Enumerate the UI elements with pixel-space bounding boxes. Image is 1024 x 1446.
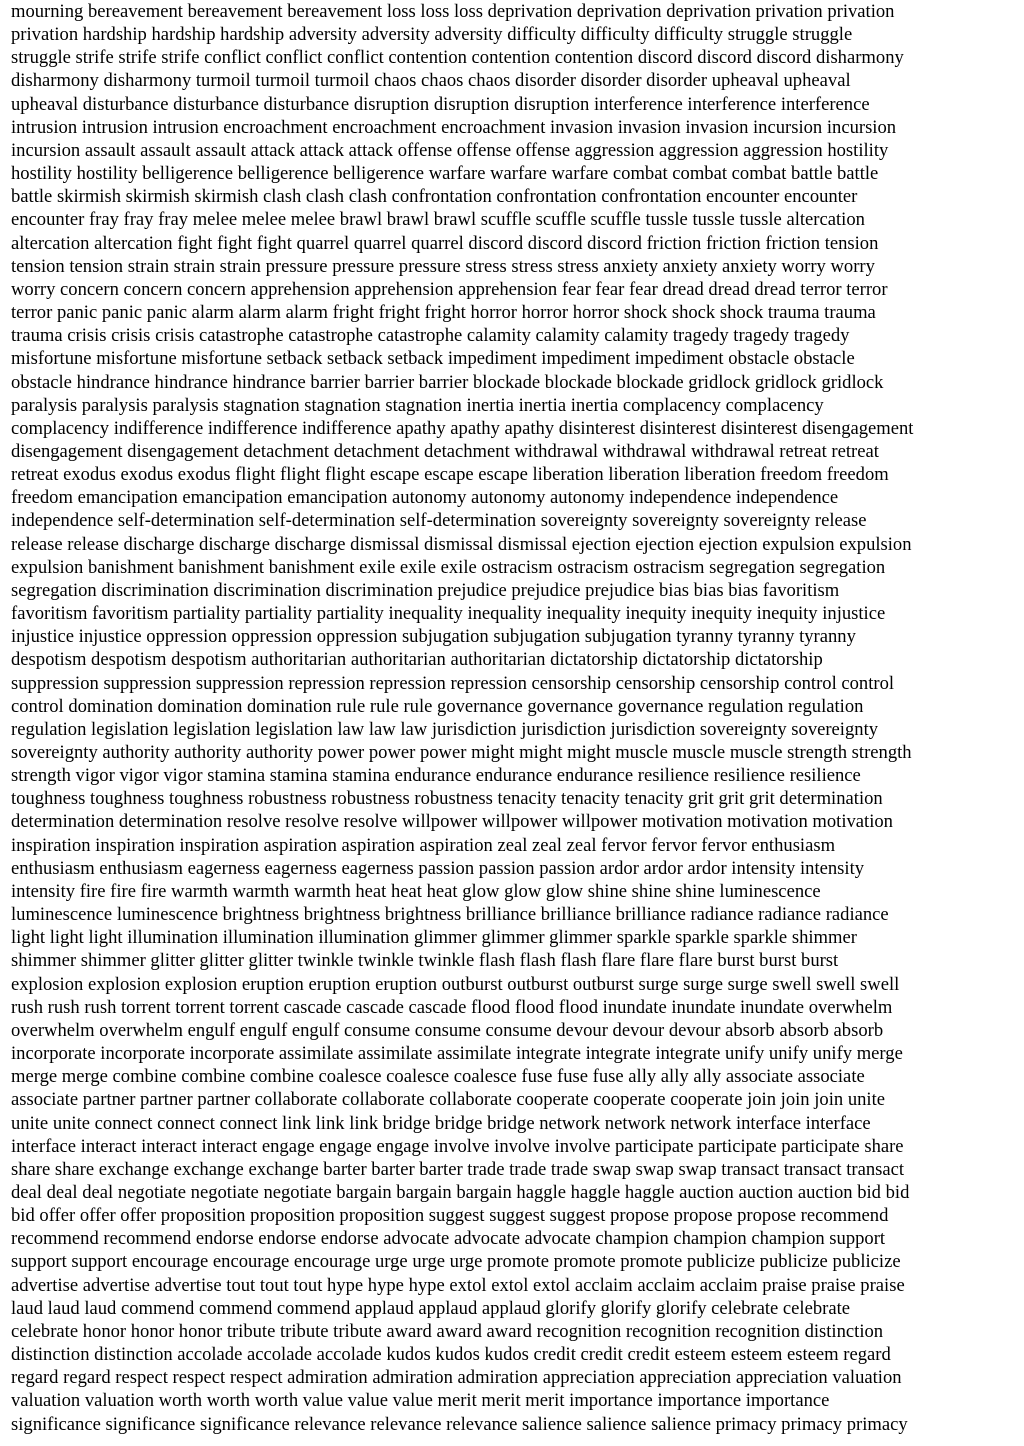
text-line: merge merge combine combine combine coalesce coalesce coalesce fuse fuse fuse ally ally ally associate associate bbox=[11, 1066, 865, 1088]
text-line: mourning bereavement bereavement bereavement loss loss loss deprivation deprivation deprivation privation privation bbox=[11, 1, 895, 22]
text-line: laud laud laud commend commend commend applaud applaud applaud glorify glorify glorify celebrate celebrate bbox=[11, 1297, 850, 1319]
text-line: valuation valuation worth worth worth value value value merit merit merit importance importance importance bbox=[11, 1390, 830, 1412]
text-line: associate partner partner partner collaborate collaborate collaborate cooperate cooperate cooperate join join join unite bbox=[11, 1089, 885, 1111]
text-line: suppression suppression suppression repression repression repression censorship censorship censorship control control bbox=[11, 672, 895, 694]
text-line: intrusion intrusion intrusion encroachment encroachment encroachment invasion invasion invasion incursion incursion bbox=[11, 116, 897, 138]
text-line: shimmer shimmer glitter glitter glitter twinkle twinkle twinkle flash flash flash flare flare flare burst burst burst bbox=[11, 950, 839, 972]
text-line: enthusiasm enthusiasm eagerness eagerness eagerness passion passion passion ardor ardor ardor intensity intensity bbox=[11, 857, 865, 879]
text-line: independence self-determination self-determination self-determination sovereignty sovereignty sovereignty release bbox=[11, 510, 867, 532]
text-line: privation hardship hardship hardship adversity adversity adversity difficulty difficulty difficulty struggle struggle bbox=[11, 24, 853, 46]
text-line: battle skirmish skirmish skirmish clash clash clash confrontation confrontation confrontation encounter encounter bbox=[11, 186, 858, 208]
text-line: upheaval disturbance disturbance disturbance disruption disruption disruption interference interference interference bbox=[11, 93, 870, 115]
text-line: segregation discrimination discrimination discrimination prejudice prejudice prejudice bias bias bias favoritism bbox=[11, 579, 840, 601]
text-line: struggle strife strife strife conflict conflict conflict contention contention contention discord discord discord disharmony bbox=[11, 47, 904, 69]
text-line: strength vigor vigor vigor stamina stamina stamina endurance endurance endurance resilience resilience resilience bbox=[11, 765, 861, 787]
text-line: disengagement disengagement detachment detachment detachment withdrawal withdrawal withdrawal retreat retreat bbox=[11, 440, 879, 462]
text-line: trauma crisis crisis crisis catastrophe catastrophe catastrophe calamity calamity calamity tragedy tragedy tragedy bbox=[11, 325, 850, 347]
text-line: interface interact interact interact engage engage engage involve involve involve participate participate participate share bbox=[11, 1135, 904, 1157]
text-line: recommend recommend endorse endorse endorse advocate advocate advocate champion champion champion support bbox=[11, 1228, 886, 1250]
text-line: luminescence luminescence brightness brightness brightness brilliance brilliance brilliance radiance radiance radiance bbox=[11, 904, 889, 926]
text-line: overwhelm overwhelm engulf engulf engulf consume consume consume devour devour devour absorb absorb absorb bbox=[11, 1019, 884, 1041]
text-line: distinction distinction accolade accolade accolade kudos kudos kudos credit credit credit esteem esteem esteem regard bbox=[11, 1344, 891, 1366]
text-line: injustice injustice oppression oppression oppression subjugation subjugation subjugation tyranny tyranny tyranny bbox=[11, 626, 856, 648]
text-line: control domination domination domination rule rule rule governance governance governance regulation regulation bbox=[11, 695, 864, 717]
text-line: light light light illumination illumination illumination glimmer glimmer glimmer sparkle sparkle sparkle shimmer bbox=[11, 927, 857, 949]
text-line: favoritism favoritism partiality partiality partiality inequality inequality inequality inequity inequity inequity injustice bbox=[11, 603, 886, 625]
text-line: sovereignty authority authority authority power power power might might might muscle muscle muscle strength strength bbox=[11, 742, 912, 763]
text-line: determination determination resolve resolve resolve willpower willpower willpower motivation motivation motivation bbox=[11, 811, 893, 833]
text-line: freedom emancipation emancipation emancipation autonomy autonomy autonomy independence independence bbox=[11, 487, 839, 509]
text-line: expulsion banishment banishment banishment exile exile exile ostracism ostracism ostracism segregation segregation bbox=[11, 556, 886, 578]
text-line: inspiration inspiration inspiration aspiration aspiration aspiration zeal zeal zeal fervor fervor fervor enthusiasm bbox=[11, 834, 836, 856]
text-line: unite unite connect connect connect link link link bridge bridge bridge network network network interface interface bbox=[11, 1112, 871, 1134]
text-line: terror panic panic panic alarm alarm alarm fright fright fright horror horror horror shock shock shock trauma trauma bbox=[11, 302, 876, 324]
text-line: altercation altercation fight fight fight quarrel quarrel quarrel discord discord discord friction friction friction tension bbox=[11, 232, 879, 254]
text-line: disharmony disharmony turmoil turmoil turmoil chaos chaos chaos disorder disorder disorder upheaval upheaval bbox=[11, 70, 851, 92]
text-line: release release discharge discharge discharge dismissal dismissal dismissal ejection ejection ejection expulsion expulsion bbox=[11, 533, 912, 555]
text-line: tension tension strain strain strain pressure pressure pressure stress stress stress anxiety anxiety anxiety worry worry bbox=[11, 255, 875, 277]
text-line: bid offer offer offer proposition proposition proposition suggest suggest suggest propose propose propose recommend bbox=[11, 1205, 889, 1227]
text-line: incursion assault assault assault attack attack attack offense offense offense aggression aggression aggression hostility bbox=[11, 139, 889, 161]
text-line: toughness toughness toughness robustness robustness robustness tenacity tenacity tenacity grit grit grit determination bbox=[11, 788, 883, 810]
text-line: advertise advertise advertise tout tout tout hype hype hype extol extol extol acclaim acclaim acclaim praise praise praise bbox=[11, 1274, 905, 1296]
text-line: incorporate incorporate incorporate assimilate assimilate assimilate integrate integrate integrate unify unify unify merge bbox=[11, 1043, 903, 1065]
text-line: complacency indifference indifference indifference apathy apathy apathy disinterest disinterest disinterest disengagement bbox=[11, 417, 914, 439]
text-line: explosion explosion explosion eruption eruption eruption outburst outburst outburst surge surge surge swell swell swell bbox=[11, 973, 900, 995]
text-line: intensity fire fire fire warmth warmth warmth heat heat heat glow glow glow shine shine shine luminescence bbox=[11, 880, 821, 902]
text-line: regulation legislation legislation legislation law law law jurisdiction jurisdiction jurisdiction sovereignty sovereignty bbox=[11, 718, 879, 740]
text-line: hostility hostility belligerence belligerence belligerence warfare warfare warfare combat combat combat battle battle bbox=[11, 163, 879, 185]
text-line: rush rush rush torrent torrent torrent cascade cascade cascade flood flood flood inundate inundate inundate overwhelm bbox=[11, 996, 893, 1018]
text-line: worry concern concern concern apprehension apprehension apprehension fear fear fear dread dread dread terror terror bbox=[11, 278, 888, 300]
text-line: paralysis paralysis paralysis stagnation stagnation stagnation inertia inertia inertia complacency complacency bbox=[11, 394, 824, 416]
text-line: significance significance significance relevance relevance relevance salience salience salience primacy primacy primacy bbox=[11, 1413, 908, 1435]
text-line: retreat exodus exodus exodus flight flight flight escape escape escape liberation liberation liberation freedom freedom bbox=[11, 464, 889, 486]
text-line: misfortune misfortune misfortune setback setback setback impediment impediment impediment obstacle obstacle bbox=[11, 348, 855, 370]
text-line: obstacle hindrance hindrance hindrance barrier barrier barrier blockade blockade blockade gridlock gridlock gridlock bbox=[11, 371, 884, 393]
document-text-body bbox=[11, 0, 1014, 1436]
text-line: deal deal deal negotiate negotiate negotiate bargain bargain bargain haggle haggle haggle auction auction auction bid bid bbox=[11, 1181, 910, 1203]
text-line: celebrate honor honor honor tribute tribute tribute award award award recognition recognition recognition distinction bbox=[11, 1320, 884, 1342]
text-line: despotism despotism despotism authoritarian authoritarian authoritarian dictatorship dictatorship dictatorship bbox=[11, 649, 823, 671]
text-line: support support encourage encourage encourage urge urge urge promote promote promote publicize publicize publicize bbox=[11, 1251, 901, 1273]
text-line: share share exchange exchange exchange barter barter barter trade trade trade swap swap swap transact transact transact bbox=[11, 1158, 905, 1180]
text-line: regard regard respect respect respect admiration admiration admiration appreciation appreciation appreciation valuation bbox=[11, 1367, 902, 1389]
text-line: encounter fray fray fray melee melee melee brawl brawl brawl scuffle scuffle scuffle tussle tussle tussle altercation bbox=[11, 209, 865, 231]
